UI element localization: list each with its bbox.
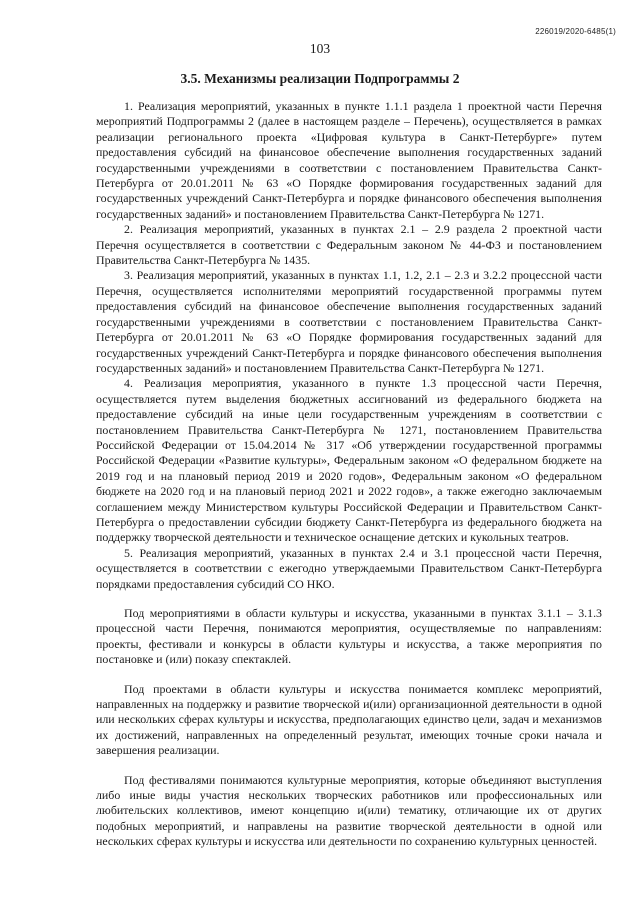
paragraph-3: 3. Реализация мероприятий, указанных в пунктах 1.1, 1.2, 2.1 – 2.3 и 3.2.2 процессной части Перечня, осуществляется исполнителями мероприятий государственной программы путем предоставления субсидий на финансовое обеспечение выполнения государственных заданий государственными учреждениями в соответствии с постановлением Правительства Санкт-Петербурга от 20.01.2011 № 63 «О Порядке формирования государственных заданий для государственных учреждений Санкт-Петербурга и порядке финансового обеспечения выполнения государственных заданий» и постановлением Правительства Санкт-Петербурга № 1271. [96, 268, 602, 375]
paragraph-6: Под мероприятиями в области культуры и искусства, указанными в пунктах 3.1.1 – 3.1.3 процессной части Перечня, понимаются мероприятия, осуществляемые по направлениям: проекты, фестивали и конкурсы в области культуры и искусства, а также мероприятия по постановке и (или) показу спектаклей. [96, 606, 602, 667]
paragraph-5: 5. Реализация мероприятий, указанных в пунктах 2.4 и 3.1 процессной части Перечня, осуществляется в соответствии с ежегодно утверждаемыми Правительством Санкт-Петербурга порядками предоставления субсидий СО НКО. [96, 545, 602, 591]
paragraph-8: Под фестивалями понимаются культурные мероприятия, которые объединяют выступления либо иные виды участия нескольких творческих работников или профессиональных или любительских коллективов, имеют концепцию и(или) тематику, отличающие их от других подобных мероприятий, и направлены на развитие творческой деятельности в одной или нескольких сферах культуры и искусства или деятельности по сохранению культурных ценностей. [96, 772, 602, 849]
paragraph-1: 1. Реализация мероприятий, указанных в пункте 1.1.1 раздела 1 проектной части Перечня мероприятий Подпрограммы 2 (далее в настоящем разделе – Перечень), осуществляется в рамках реализации регионального проекта «Цифровая культура в Санкт-Петербурге» путем предоставления субсидий на финансовое обеспечение выполнения государственных заданий государственными учреждениями в соответствии с постановлением Правительства Санкт-Петербурга от 20.01.2011 № 63 «О Порядке формирования государственных заданий для государственных учреждений Санкт-Петербурга и порядке финансового обеспечения выполнения государственных заданий» и постановлением Правительства Санкт-Петербурга № 1271. [96, 99, 602, 221]
document-body [96, 99, 602, 850]
paragraph-7: Под проектами в области культуры и искусства понимается комплекс мероприятий, направленных на поддержку и развитие творческой и(или) организационной деятельности в одной или нескольких сферах культуры и искусства, предполагающих единство цели, задач и механизмов их достижений, направленных на определенный результат, имеющих точные сроки начала и завершения реализации. [96, 681, 602, 758]
page-number: 103 [309, 41, 331, 56]
document-id: 226019/2020-6485(1) [535, 27, 616, 36]
section-title: 3.5. Механизмы реализации Подпрограммы 2 [180, 71, 460, 86]
paragraph-2: 2. Реализация мероприятий, указанных в пунктах 2.1 – 2.9 раздела 2 проектной части Перечня осуществляется в соответствии с Федеральным законом № 44-ФЗ и постановлением Правительства Санкт-Петербурга № 1435. [96, 222, 602, 268]
paragraph-4: 4. Реализация мероприятия, указанного в пункте 1.3 процессной части Перечня, осуществляется путем выделения бюджетных ассигнований из федерального бюджета на предоставление субсидий на иные цели государственным учреждениям в соответствии с постановлением Правительства Санкт-Петербурга № 1271, постановлением Правительства Российской Федерации от 15.04.2014 № 317 «Об утверждении государственной программы Российской Федерации «Развитие культуры», Федеральным законом «О федеральном бюджете на 2019 год и на плановый период 2019 и 2020 годов», Федеральным законом «О федеральном бюджете на 2020 год и на плановый период 2021 и 2022 годов», а также ежегодно заключаемым соглашением между Министерством культуры Российской Федерации и Правительством Санкт-Петербурга о предоставлении субсидии бюджету Санкт-Петербурга из федерального бюджета на поддержку творческой деятельности и техническое оснащение детских и кукольных театров. [96, 376, 602, 545]
